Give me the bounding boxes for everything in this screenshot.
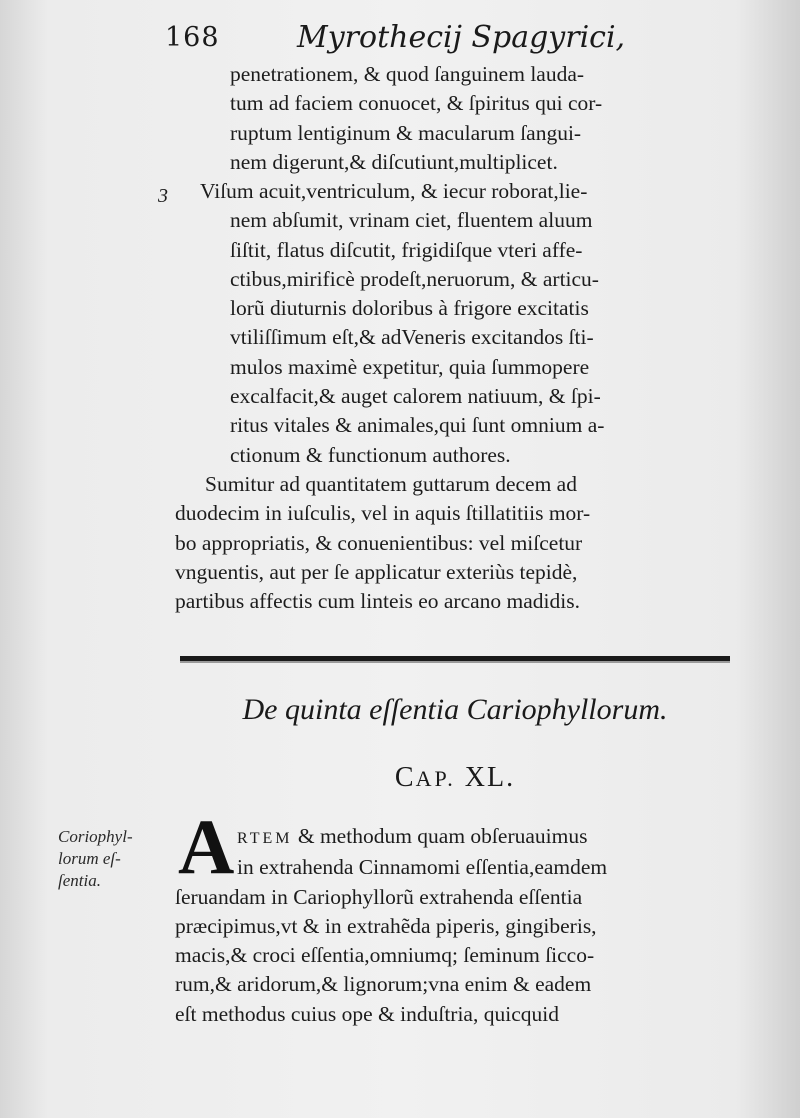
text-line: partibus affectis cum linteis eo arcano madidis.	[175, 589, 580, 614]
margin-note	[58, 826, 168, 892]
text-line: ctibus,mirificè prodeſt,neruorum, & articu-	[230, 266, 599, 291]
text-line: rum,& aridorum,& lignorum;vna enim & eadem	[175, 972, 592, 997]
item-3-paragraph	[175, 177, 735, 470]
text-line: macis,& croci eſſentia,omniumq; ſeminum ſicco-	[175, 943, 595, 968]
text-line: excalfacit,& auget calorem natiuum, & ſpi-	[230, 384, 601, 409]
section-title: De quinta eſſentia Cariophyllorum.	[242, 693, 668, 726]
dosage-paragraph	[175, 470, 735, 616]
running-title: Myrothecij Spagyrici,	[297, 20, 626, 55]
margin-note-line: Coriophyl-	[58, 827, 133, 846]
top-paragraph	[175, 60, 735, 177]
text-line: nem abſumit, vrinam ciet, fluentem aluum	[230, 208, 593, 233]
text-line: lorũ diuturnis doloribus à frigore excitatis	[230, 296, 589, 321]
margin-note-line: lorum eſ-	[58, 849, 121, 868]
chapter-prefix: C	[394, 762, 416, 793]
text-line: Viſum acuit,ventriculum, & iecur roborat,lie-	[200, 179, 588, 203]
item-number: 3	[158, 185, 168, 207]
text-line: nem digerunt,& diſcutiunt,multiplicet.	[230, 149, 558, 174]
chapter-paragraph	[175, 822, 735, 1029]
text-line: mulos maximè expetitur, quia ſummopere	[230, 354, 590, 379]
text-line: ctionum & functionum authores.	[230, 442, 511, 467]
text-line: duodecim in iuſculis, vel in aquis ſtillatitiis mor-	[175, 501, 591, 526]
text-line: ruptum lentiginum & macularum ſangui-	[230, 120, 582, 145]
text-line: præcipimus,vt & in extrahẽda piperis, gingiberis,	[175, 913, 597, 938]
text-line: vtiliſſimum eſt,& adVeneris excitandos ſti-	[230, 325, 594, 350]
first-line-rest: & methodum quam obſeruauimus	[297, 824, 588, 848]
text-line: penetrationem, & quod ſanguinem lauda-	[230, 62, 585, 86]
text-line: vnguentis, aut per ſe applicatur exteriùs tepidè,	[175, 559, 578, 584]
chapter-number: XL.	[464, 762, 516, 793]
text-line: ſiſtit, flatus diſcutit, frigidiſque vteri affe-	[230, 237, 583, 262]
text-line: Sumitur ad quantitatem guttarum decem ad	[205, 472, 577, 496]
page-number: 168	[165, 22, 220, 53]
margin-note-line: ſentia.	[58, 871, 101, 890]
section-divider	[180, 656, 730, 661]
page-header	[165, 18, 626, 58]
text-line: tum ad faciem conuocet, & ſpiritus qui cor-	[230, 91, 603, 116]
text-line: eſt methodus cuius ope & induſtria, quicquid	[175, 1001, 559, 1026]
text-line: in extrahenda Cinnamomi eſſentia,eamdem	[237, 855, 608, 880]
text-line: bo appropriatis, & conuenientibus: vel miſcetur	[175, 530, 583, 555]
text-line: ſeruandam in Cariophyllorũ extrahenda eſſentia	[175, 884, 583, 909]
first-word: RTEM	[237, 830, 293, 847]
text-line	[175, 822, 735, 853]
chapter-smallcaps: AP.	[415, 766, 456, 791]
text-line: ritus vitales & animales,qui ſunt omnium a-	[230, 413, 605, 438]
chapter-label	[180, 762, 730, 794]
drop-cap: A	[178, 803, 235, 890]
